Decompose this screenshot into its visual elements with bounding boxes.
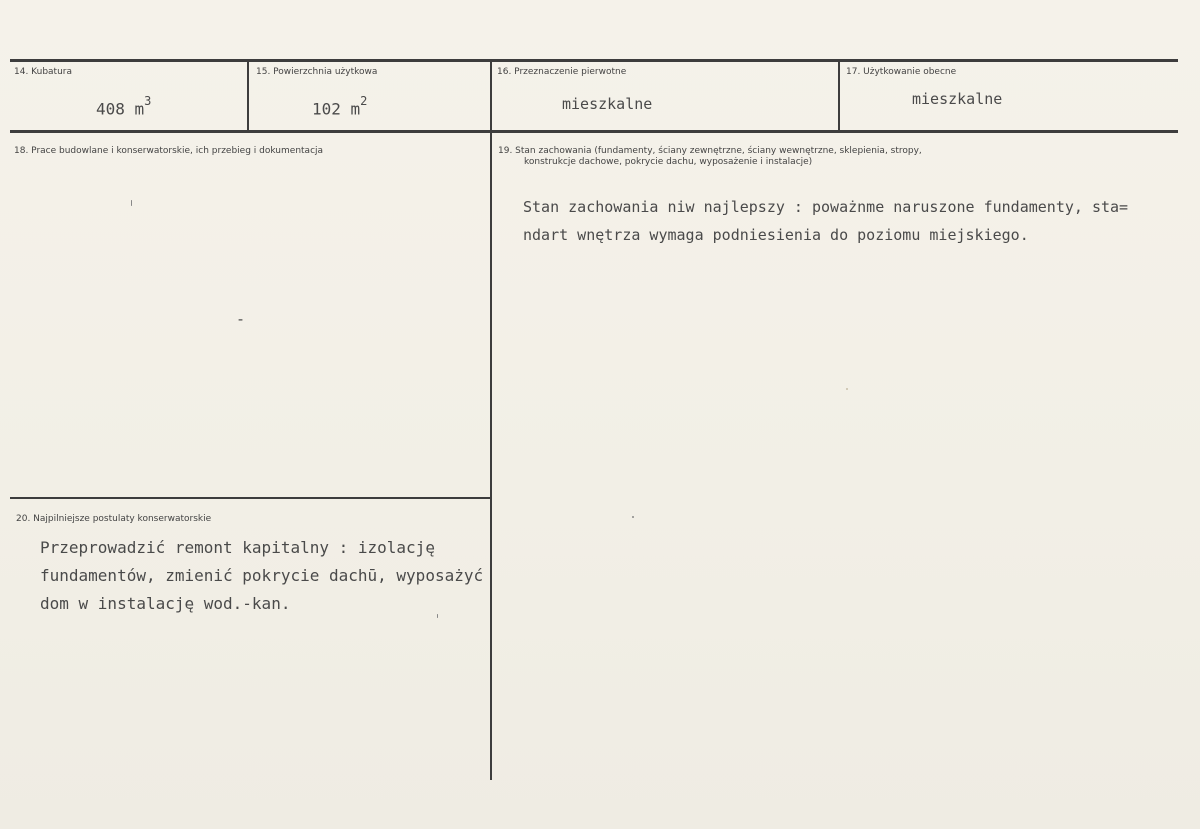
field-15-value [312,94,368,119]
field-20-text-line2: fundamentów, zmienić pokrycie dachū, wyposażyć [40,566,484,585]
divider-14-15 [247,60,249,132]
field-20-text [40,534,483,618]
field-19-label-line2: konstrukcje dachowe, pokrycie dachu, wyposażenie i instalacje) [524,157,813,167]
field-19-label [498,146,922,168]
top-rule [10,59,1178,62]
field-14-value [96,94,152,119]
field-17-value: mieszkalne [912,90,1003,108]
field-19-text-line2: ndart wnętrza wymaga podniesienia do poziomu miejskiego. [523,226,1029,244]
field-14-label: 14. Kubatura [14,67,73,77]
field-14-number: 408 m [96,99,145,119]
field-20-text-line3: dom w instalację wod.-kan. [40,594,291,613]
field-16-value: mieszkalne [562,95,653,113]
field-20-text-line1: Przeprowadzić remont kapitalny : izolację [40,538,435,557]
field-18-value: - [236,310,246,328]
divider-16-17 [838,60,840,132]
field-19-label-line1: 19. Stan zachowania (fundamenty, ściany zewnętrzne, ściany wewnętrzne, sklepienia, stropy, [498,146,922,156]
field-16-label: 16. Przeznaczenie pierwotne [497,67,627,77]
field-19-text-line1: Stan zachowania niw najlepszy : poważnme naruszone fundamenty, sta= [523,198,1129,216]
field-14-exponent: 3 [144,94,152,108]
field-19-text [523,193,1128,249]
paper-speck [131,200,132,206]
field-15-number: 102 m [312,99,361,119]
field-18-label: 18. Prace budowlane i konserwatorskie, ich przebieg i dokumentacja [14,146,324,156]
paper-speck [846,388,848,390]
field-15-label: 15. Powierzchnia użytkowa [256,67,378,77]
divider-main [490,60,492,780]
field-15-exponent: 2 [360,94,368,108]
field-20-label: 20. Najpilniejsze postulaty konserwatorskie [16,514,212,524]
section-20-rule [10,497,491,499]
paper-speck [437,614,438,618]
paper-speck [632,516,634,518]
field-17-label: 17. Użytkowanie obecne [846,67,957,77]
middle-rule [10,130,1178,133]
